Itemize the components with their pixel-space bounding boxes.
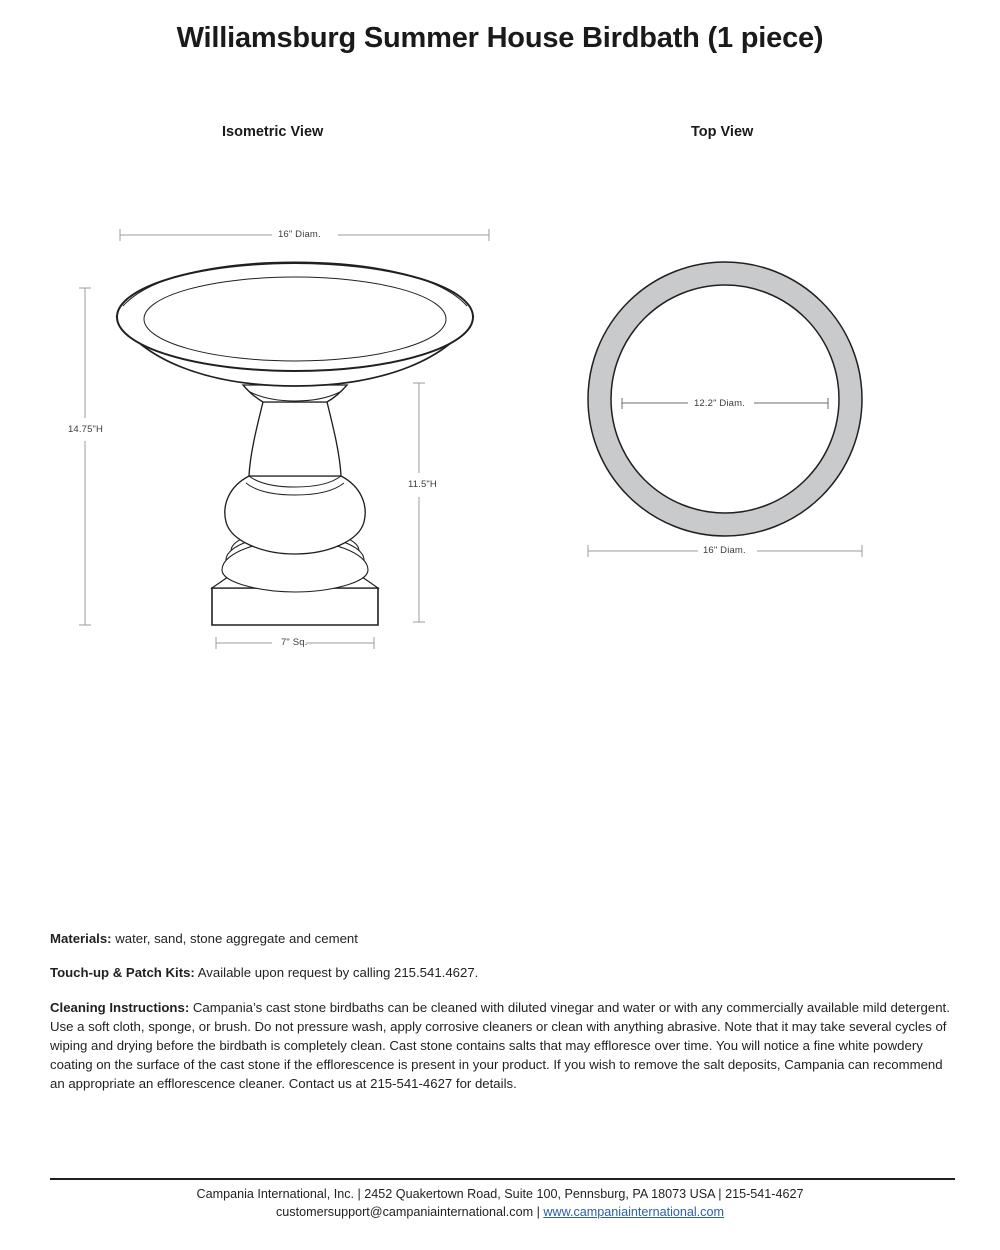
materials-label: Materials: xyxy=(50,931,112,946)
touchup-line xyxy=(50,964,955,982)
dim-base-square: 7" Sq. xyxy=(281,637,308,648)
cleaning-value: Campania’s cast stone birdbaths can be cleaned with diluted vinegar and water or with any commercially available mild detergent. Use a soft cloth, sponge, or brush. Do not pressure wash, apply corrosive cleaners or clean with anything abrasive. Note that it may take several cycles of wiping and drying before the birdbath is completely clean. Cast stone contains salts that may effloresce over time. You will notice a fine white powdery coating on the surface of the cast stone if the efflorescence is present in your product. If you wish to remove the salt deposits, Campania can recommend an appropriate an efflorescence cleaner. Contact us at 215-541-4627 for details. xyxy=(50,1000,950,1092)
materials-line xyxy=(50,930,955,948)
touchup-value: Available upon request by calling 215.541.4627. xyxy=(194,965,479,981)
footer-contact-line xyxy=(0,1204,1000,1222)
footer-divider xyxy=(50,1178,955,1180)
footer-website-link[interactable]: www.campaniainternational.com xyxy=(543,1204,724,1219)
footer xyxy=(0,1186,1000,1222)
dim-top-inner-diameter: 12.2" Diam. xyxy=(694,398,745,409)
cleaning-label: Cleaning Instructions: xyxy=(50,1000,190,1016)
cleaning-instructions xyxy=(50,998,955,1093)
dim-top-outer-diameter: 16" Diam. xyxy=(703,545,746,556)
specifications-block xyxy=(50,930,955,1093)
dim-pedestal-height: 11.5"H xyxy=(408,479,437,490)
top-view-label: Top View xyxy=(691,124,754,140)
footer-separator: | xyxy=(533,1204,544,1219)
page-title: Williamsburg Summer House Birdbath (1 piece) xyxy=(176,22,824,54)
dim-bowl-diameter: 16" Diam. xyxy=(278,229,321,240)
touchup-label: Touch-up & Patch Kits: xyxy=(50,965,195,981)
dim-overall-height: 14.75"H xyxy=(68,424,104,435)
materials-value: water, sand, stone aggregate and cement xyxy=(111,931,358,946)
footer-address-line: Campania International, Inc. | 2452 Quakertown Road, Suite 100, Pennsburg, PA 18073 USA | 215-541-4627 xyxy=(196,1187,804,1201)
isometric-view-label: Isometric View xyxy=(222,124,324,140)
footer-email[interactable]: customersupport@campaniainternational.com xyxy=(276,1204,534,1219)
